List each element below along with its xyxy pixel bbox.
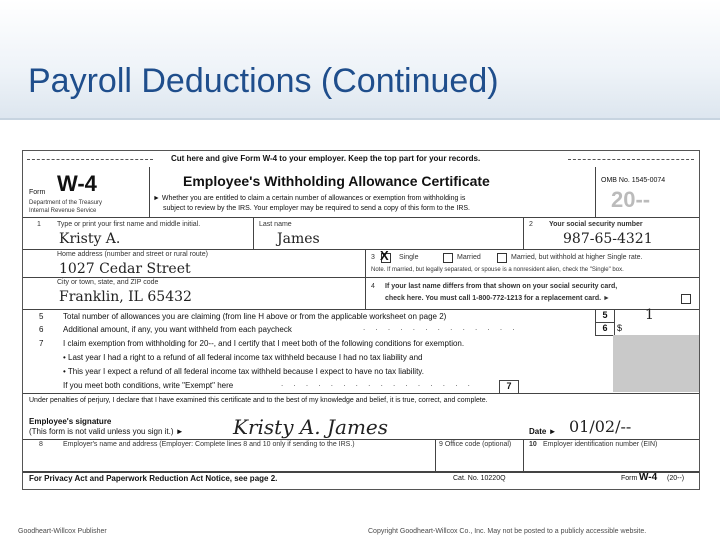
address-label: Home address (number and street or rural route) xyxy=(57,251,208,258)
rule-3a xyxy=(23,277,365,278)
line7-leader: . . . . . . . . . . . . . . . . xyxy=(281,379,474,388)
employee-signature[interactable]: Kristy A. James xyxy=(233,415,389,439)
treasury-dept: Department of the Treasury xyxy=(29,200,103,206)
first-name-label: Type or print your first name and middle initial. xyxy=(57,221,201,228)
rule-7 xyxy=(23,439,699,440)
married-higher-label: Married, but withhold at higher Single rate. xyxy=(511,254,643,261)
rule-8 xyxy=(23,471,699,473)
line8-number: 8 xyxy=(39,441,43,448)
line6-text: Additional amount, if any, you want withheld from each paycheck xyxy=(63,325,292,334)
form-id: W-4 xyxy=(57,171,97,196)
irs-label: Internal Revenue Service xyxy=(29,208,97,214)
name-differs-checkbox[interactable] xyxy=(681,294,691,304)
married-note: Note. If married, but legally separated, or spouse is a nonresident alien, check the "Single" box. xyxy=(371,267,624,273)
signature-label: Employee's signature xyxy=(29,417,112,426)
address-divider xyxy=(365,249,366,309)
rule-6 xyxy=(23,393,699,394)
condition-bullet-1: • Last year I had a right to a refund of all federal income tax withheld because I had no tax liability and xyxy=(63,353,423,362)
line6-value[interactable]: $ xyxy=(617,323,623,333)
date-value[interactable]: 01/02/-- xyxy=(569,417,632,436)
cut-dash-left xyxy=(27,159,153,160)
line5-value[interactable]: 1 xyxy=(645,307,654,323)
line6-leader: . . . . . . . . . . . . . xyxy=(363,323,519,332)
cut-dash-right xyxy=(568,159,694,160)
line5-box: 5 xyxy=(595,309,615,323)
ein-divider xyxy=(523,439,524,471)
w4-form xyxy=(22,150,700,490)
married-checkbox[interactable] xyxy=(443,253,453,263)
address-value[interactable]: 1027 Cedar Street xyxy=(59,261,191,277)
married-higher-checkbox[interactable] xyxy=(497,253,507,263)
header-divider-right xyxy=(595,167,596,217)
signature-note: (This form is not valid unless you sign it.) ► xyxy=(29,427,184,436)
date-label: Date ► xyxy=(529,427,557,436)
line5-text: Total number of allowances you are claiming (from line H above or from the applicable worksheet on page 2) xyxy=(63,312,447,321)
condition-bullet-2: • This year I expect a refund of all federal income tax withheld because I expect to have no tax liability. xyxy=(63,367,424,376)
line7-text: I claim exemption from withholding for 20--, and I certify that I meet both of the following conditions for exemption. xyxy=(63,339,465,348)
certificate-title: Employee's Withholding Allowance Certificate xyxy=(183,173,490,189)
header-divider xyxy=(0,118,720,120)
review-notice-line1: ► Whether you are entitled to claim a certain number of allowances or exemption from withholding is xyxy=(153,195,466,202)
office-divider xyxy=(435,439,436,471)
line7-number: 7 xyxy=(39,339,44,348)
married-label: Married xyxy=(457,254,481,261)
omb-number: OMB No. 1545-0074 xyxy=(601,177,666,184)
cut-instructions: Cut here and give Form W-4 to your employer. Keep the top part for your records. xyxy=(171,154,481,163)
bottom-form-id: W-4 xyxy=(639,472,658,483)
slide-title: Payroll Deductions (Continued) xyxy=(28,62,499,100)
catalog-number: Cat. No. 10220Q xyxy=(453,475,506,482)
rule-3b xyxy=(365,277,699,278)
tax-year: 20-- xyxy=(611,187,651,212)
ssn-label: Your social security number xyxy=(549,221,643,228)
ssn-divider xyxy=(523,217,524,249)
ein-label: Employer identification number (EIN) xyxy=(543,441,658,448)
line6-box: 6 xyxy=(595,322,615,336)
perjury-statement: Under penalties of perjury, I declare that I have examined this certificate and to the best of my knowledge and belief, it is true, correct, and complete. xyxy=(29,397,488,404)
single-checkmark: X xyxy=(380,248,389,263)
shaded-area xyxy=(613,335,699,392)
city-label: City or town, state, and ZIP code xyxy=(57,279,159,286)
line3-number: 3 xyxy=(371,254,375,261)
exempt-instruction: If you meet both conditions, write "Exempt" here xyxy=(63,381,234,390)
bottom-form-word: Form xyxy=(621,475,638,482)
line2-number: 2 xyxy=(529,221,533,228)
last-name-label: Last name xyxy=(259,221,292,228)
line5-number: 5 xyxy=(39,312,44,321)
line4-text1: If your last name differs from that shown on your social security card, xyxy=(385,283,618,290)
footer-publisher: Goodheart-Willcox Publisher xyxy=(18,528,107,535)
line4-number: 4 xyxy=(371,283,375,290)
rule-2 xyxy=(23,249,699,250)
ssn-value[interactable]: 987-65-4321 xyxy=(563,231,653,247)
city-value[interactable]: Franklin, IL 65432 xyxy=(59,289,192,305)
rule-1 xyxy=(23,217,699,218)
review-notice-line2: subject to review by the IRS. Your employer may be required to send a copy of this form to the IRS. xyxy=(163,205,470,212)
form-word: Form xyxy=(29,189,46,196)
privacy-notice: For Privacy Act and Paperwork Reduction Act Notice, see page 2. xyxy=(29,474,278,483)
line1-number: 1 xyxy=(37,221,41,228)
footer-copyright: Copyright Goodheart-Willcox Co., Inc. May not be posted to a publicly accessible website. xyxy=(368,528,647,535)
line4-text2: check here. You must call 1-800-772-1213 for a replacement card. ► xyxy=(385,295,610,302)
line7-box: 7 xyxy=(499,380,519,394)
line10-number: 10 xyxy=(529,441,537,448)
first-name-value[interactable]: Kristy A. xyxy=(59,231,121,247)
line6-number: 6 xyxy=(39,325,44,334)
office-code-label: 9 Office code (optional) xyxy=(439,441,512,448)
employer-name-label: Employer's name and address (Employer: Complete lines 8 and 10 only if sending to the IRS.) xyxy=(63,441,355,448)
bottom-form-year: (20--) xyxy=(667,475,685,482)
name-divider xyxy=(253,217,254,249)
single-label: Single xyxy=(399,254,419,261)
last-name-value[interactable]: James xyxy=(277,231,320,247)
header-divider-left xyxy=(149,167,150,217)
